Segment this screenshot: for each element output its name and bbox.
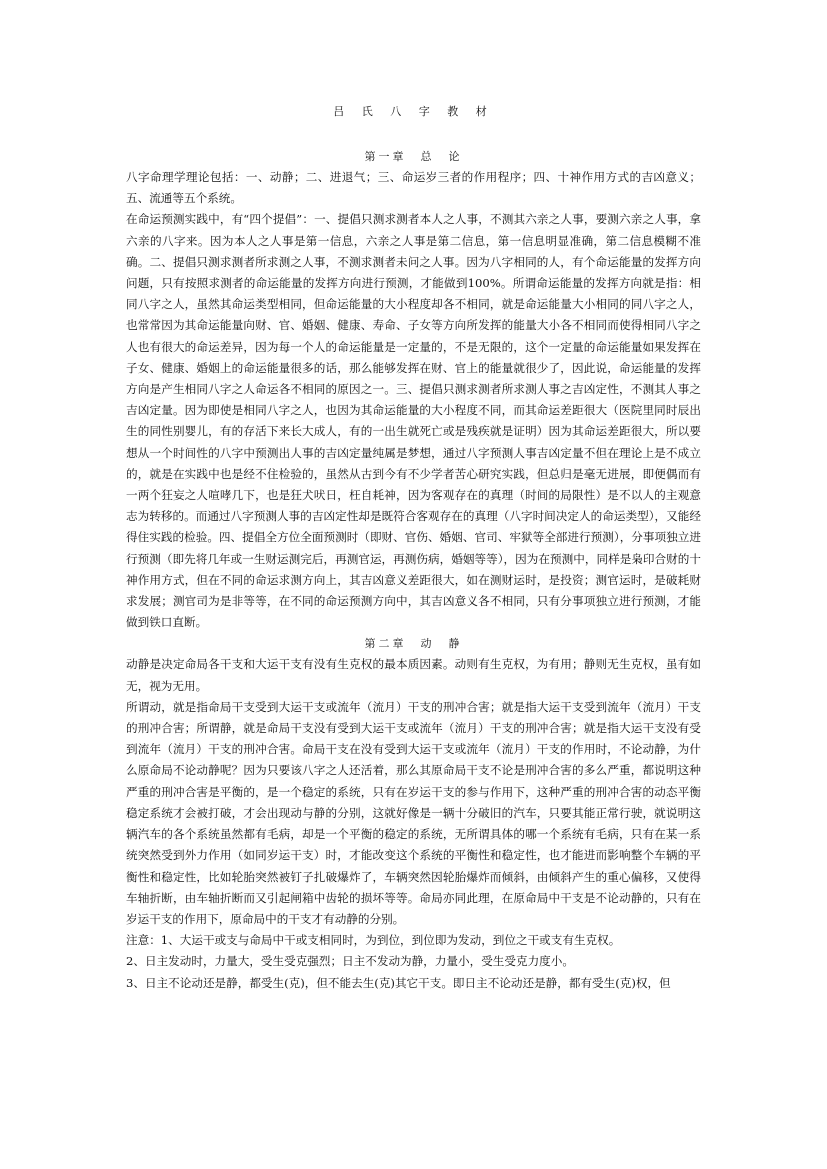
chapter-1-paragraph-2: 在命运预测实践中，有“四个提倡”：一、提倡只测求测者本人之人事，不测其六亲之人事，要测六亲之人事，拿六亲的八字来。因为本人之人事是第一信息，六亲之人事是第二信息，第一信息明显准确，第二信息模糊不准确。二、提倡只测求测者所求测之人事，不测求测者未问之人事。因为八字相同的人，有个命运能量的发挥方向问题，只有按照求测者的命运能量的发挥方向进行预测，才能做到100%。所谓命运能量的发挥方向就是指：相同八字之人，虽然其命运类型相同，但命运能量的大小程度却各不相同，就是命运能量大小相同的同八字之人，也常常因为其命运能量向财、官、婚姻、健康、寿命、子女等方向所发挥的能量大小各不相同而使得相同八字之人也有很大的命运差异，因为每一个人的命运能量是一定量的，不是无限的，这个一定量的命运能量如果发挥在子女、健康、婚姻上的命运能量很多的话，那么能够发挥在财、官上的能量就很少了，因此说，命运能量的发挥方向是产生相同八字之人命运各不相同的原因之一。三、提倡只测求测者所求测人事之吉凶定性，不测其人事之吉凶定量。因为即使是相同八字之人，也因为其命运能量的大小程度不同，而其命运差距很大（医院里同时辰出生的同性别婴儿，有的存活下来长大成人，有的一出生就死亡或是残疾就是证明）因为其命运差距很大，所以要想从一个时间性的八字中预测出人事的吉凶定量纯属是梦想，通过八字预测人事吉凶定量不但在理论上是不成立的，就是在实践中也是经不住检验的，虽然从古到今有不少学者苦心研究实践，但总归是毫无进展，即便偶而有一两个狂妄之人喧哮几下，也是狂犬吠日，枉自耗神，因为客观存在的真理（时间的局限性）是不以人的主观意志为转移的。而通过八字预测人事的吉凶定性却是既符合客观存在的真理（八字时间决定人的命运类型），又能经得住实践的检验。四、提倡全方位全面预测时（即财、官伤、婚姻、官司、牢狱等全部进行预测），分事项独立进行预测（即先将几年或一生财运测完后，再测官运，再测伤病，婚姻等等），因为在预测中，同样是枭印合财的十神作用方式，但在不同的命运求测方向上，其吉凶意义差距很大，如在测财运时，是投资；测官运时，是破耗财求发展；测官司为是非等等，在不同的命运预测方向中，其吉凶意义各不相同，只有分事项独立进行预测，才能做到铁口直断。	[126, 212, 701, 630]
chapter-1-heading: 第一章 总 论	[364, 150, 463, 163]
chapter-2-paragraph-2: 所谓动，就是指命局干支受到大运干支或流年（流月）干支的刑冲合害；就是指大运干支受到流年（流月）干支的刑冲合害；所谓静，就是命局干支没有受到大运干支或流年（流月）干支的刑冲合害；就是指大运干支没有受到流年（流月）干支的刑冲合害。命局干支在没有受到大运干支或流年（流月）干支的作用时，不论动静，为什么原命局不论动静呢？因为只要该八字之人还活着，那么其原命局干支不论是刑冲合害的多么严重，都说明这种严重的刑冲合害是平衡的，是一个稳定的系统，只有在岁运干支的参与作用下，这种严重的刑冲合害的动态平衡稳定系统才会被打破，才会出现动与静的分别，这就好像是一辆十分破旧的汽车，只要其能正常行驶，就说明这辆汽车的各个系统虽然都有毛病，却是一个平衡的稳定的系统，无所谓具体的哪一个系统有毛病，只有在某一系统突然受到外力作用（如同岁运干支）时，才能改变这个系统的平衡性和稳定性，也才能进而影响整个车辆的平衡性和稳定性，比如轮胎突然被钉子扎破爆炸了，车辆突然因轮胎爆炸而倾斜，由倾斜产生的重心偏移，又使得车轴折断，由车轴折断而又引起闸箱中齿轮的损坏等等。命局亦同此理，在原命局中干支是不论动静的，只有在岁运干支的作用下，原命局中的干支才有动静的分别。	[126, 699, 701, 926]
document-body	[126, 146, 701, 994]
document-title: 吕 氏 八 字 教 材	[333, 105, 494, 118]
chapter-2-heading: 第二章 动 静	[364, 637, 463, 651]
chapter-2-note-3: 3、日主不论动还是静，都受生(克)，但不能去生(克)其它干支。即日主不论动还是静，都有受生(克)权，但	[126, 975, 671, 990]
chapter-2-paragraph-1: 动静是决定命局各干支和大运干支有没有生克权的最本质因素。动则有生克权，为有用；静则无生克权，虽有如无，视为无用。	[126, 657, 701, 693]
chapter-1-paragraph-1: 八字命理学理论包括：一、动静；二、进退气；三、命运岁三者的作用程序；四、十神作用方式的吉凶意义；五、流通等五个系统。	[126, 170, 701, 206]
chapter-2-note-1: 注意：1、大运干或支与命局中干或支相同时，为到位，到位即为发动，到位之干或支有生克权。	[126, 933, 621, 948]
chapter-2-note-2: 2、日主发动时，力量大，受生受克强烈；日主不发动为静，力量小，受生受克力度小。	[126, 954, 574, 969]
